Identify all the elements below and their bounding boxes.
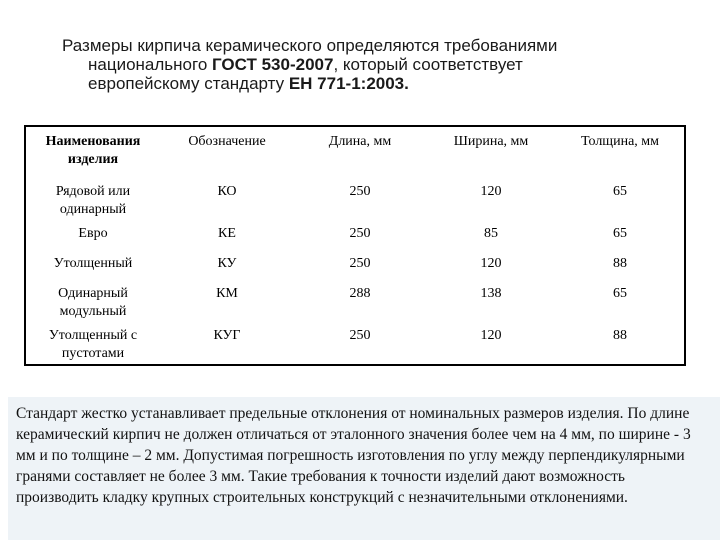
cell-thickness: 65 xyxy=(613,286,627,301)
tolerance-note: Стандарт жестко устанавливает предельные отклонения от номинальных размеров изделия. По длине керамический кирпич не должен отличаться от эталонного значения более чем на 4 мм, по ширине - 3 мм и по толщине – 2 мм. Допустимая погрешность изготовления по углу между перпендикулярными гранями составляет не более 3 мм. Такие требования к точности изделий дают возможность производить кладку крупных строительных конструкций с незначительными отклонениями. xyxy=(8,397,720,540)
cell-designation: КЕ xyxy=(218,226,236,241)
table-header-row xyxy=(26,127,684,179)
en-standard: ЕН 771-1:2003. xyxy=(288,74,409,93)
cell-product-name: Утолщенный xyxy=(53,256,133,271)
intro-line-3 xyxy=(62,74,702,93)
cell-width: 120 xyxy=(480,328,502,343)
table-row xyxy=(26,283,684,325)
cell-thickness: 65 xyxy=(613,226,627,241)
cell-length: 288 xyxy=(349,286,371,301)
intro-line-1: Размеры кирпича керамического определяются требованиями xyxy=(62,36,558,55)
intro-line-2-suffix: , который соответствует xyxy=(333,55,523,74)
cell-length: 250 xyxy=(349,328,371,343)
cell-width: 85 xyxy=(484,226,498,241)
header-designation: Обозначение xyxy=(188,134,266,149)
cell-thickness: 88 xyxy=(613,328,627,343)
table-row xyxy=(26,325,684,366)
cell-product-name: Евро xyxy=(78,226,108,241)
intro-line-2 xyxy=(62,55,702,74)
cell-designation: КО xyxy=(217,184,237,199)
cell-thickness: 65 xyxy=(613,184,627,199)
header-product-name: Наименования изделия xyxy=(45,134,141,167)
cell-designation: КУГ xyxy=(213,328,241,343)
cell-width: 120 xyxy=(480,256,502,271)
cell-width: 138 xyxy=(480,286,502,301)
cell-thickness: 88 xyxy=(613,256,627,271)
intro-line-3-prefix: европейскому стандарту xyxy=(88,74,289,93)
table xyxy=(26,127,684,366)
gost-standard: ГОСТ 530-2007 xyxy=(212,55,334,74)
cell-length: 250 xyxy=(349,226,371,241)
cell-length: 250 xyxy=(349,256,371,271)
cell-width: 120 xyxy=(480,184,502,199)
intro-paragraph xyxy=(62,36,702,93)
table-row xyxy=(26,179,684,223)
brick-size-table xyxy=(24,125,686,366)
cell-length: 250 xyxy=(349,184,371,199)
cell-designation: КМ xyxy=(216,286,238,301)
header-length: Длина, мм xyxy=(328,134,392,149)
table-row xyxy=(26,223,684,253)
cell-product-name: Утолщенный с пустотами xyxy=(48,328,138,361)
cell-designation: КУ xyxy=(217,256,237,271)
intro-line-2-prefix: национального xyxy=(88,55,212,74)
cell-product-name: Рядовой или одинарный xyxy=(55,184,131,217)
cell-product-name: Одинарный модульный xyxy=(58,286,128,319)
header-width: Ширина, мм xyxy=(453,134,529,149)
header-thickness: Толщина, мм xyxy=(581,134,659,149)
table-row xyxy=(26,253,684,283)
